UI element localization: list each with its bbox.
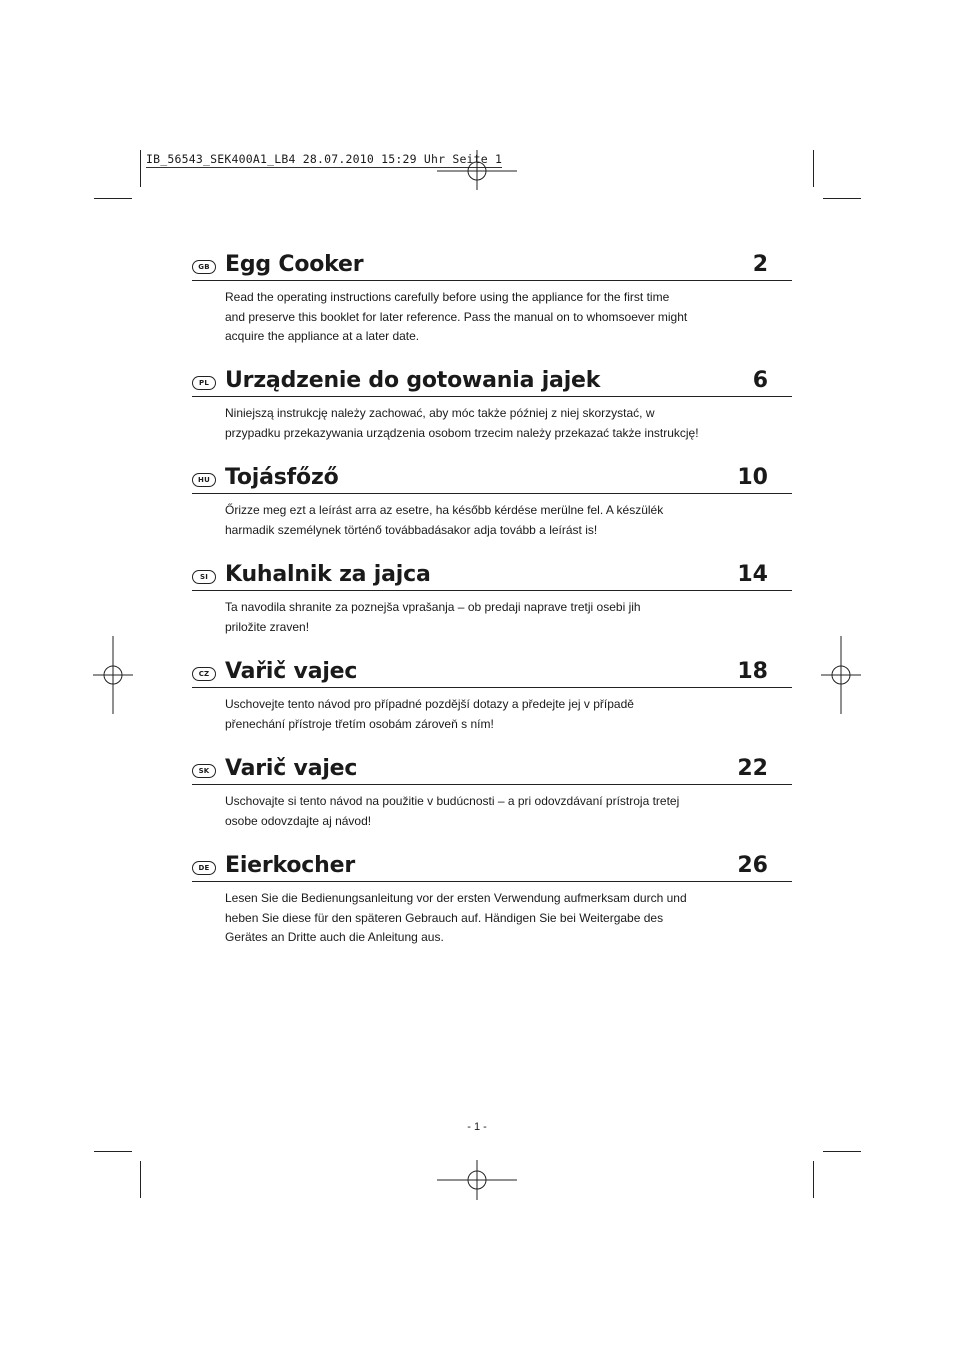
section-heading: [192, 657, 792, 688]
section-page-number: 10: [737, 465, 768, 490]
language-badge: GB: [192, 260, 216, 274]
registration-mark-top: [437, 150, 517, 190]
section-description: [225, 695, 725, 734]
description-line: Uschovajte si tento návod na použitie v budúcnosti – a pri odovzdávaní prístroja tretej: [225, 794, 680, 808]
section-description: [225, 288, 725, 347]
section-description: [225, 404, 745, 443]
section-description: [225, 501, 725, 540]
section-title: Kuhalnik za jajca: [225, 562, 431, 587]
language-badge: CZ: [192, 667, 216, 681]
description-line: Gerätes an Dritte auch die Anleitung aus.: [225, 930, 444, 944]
crop-mark-tr-h: [823, 198, 861, 199]
language-badge: HU: [192, 473, 216, 487]
description-line: Ta navodila shranite za poznejša vprašanja – ob predaji naprave tretji osebi jih: [225, 600, 641, 614]
page-number: - 1 -: [467, 1121, 487, 1133]
section-heading: [192, 463, 792, 494]
section-heading: [192, 366, 792, 397]
section-title: Eierkocher: [225, 853, 355, 878]
section-de: [192, 851, 792, 948]
section-title: Vařič vajec: [225, 659, 358, 684]
section-title: Varič vajec: [225, 756, 358, 781]
language-badge: PL: [192, 376, 216, 390]
registration-mark-left: [93, 636, 133, 714]
section-title: Egg Cooker: [225, 252, 364, 277]
section-page-number: 26: [737, 853, 768, 878]
section-page-number: 18: [737, 659, 768, 684]
section-cz: [192, 657, 792, 734]
section-description: [225, 792, 725, 831]
description-line: Lesen Sie die Bedienungsanleitung vor der ersten Verwendung aufmerksam durch und: [225, 891, 687, 905]
section-page-number: 6: [752, 368, 768, 393]
language-badge: DE: [192, 861, 216, 875]
registration-mark-right: [821, 636, 861, 714]
section-heading: [192, 754, 792, 785]
section-page-number: 14: [737, 562, 768, 587]
section-heading: [192, 250, 792, 281]
description-line: Őrizze meg ezt a leírást arra az esetre, ha később kérdése merülne fel. A készülék: [225, 503, 664, 517]
description-line: acquire the appliance at a later date.: [225, 329, 420, 343]
section-gb: [192, 250, 792, 347]
section-sk: [192, 754, 792, 831]
section-description: [225, 889, 725, 948]
section-heading: [192, 560, 792, 591]
crop-mark-tl-h: [94, 198, 132, 199]
description-line: Uschovejte tento návod pro případné pozdější dotazy a předejte jej v případě: [225, 697, 634, 711]
section-page-number: 2: [752, 252, 768, 277]
section-pl: [192, 366, 792, 443]
print-header: IB_56543_SEK400A1_LB4 28.07.2010 15:29 Uhr Seite 1: [146, 152, 503, 166]
section-description: [225, 598, 725, 637]
crop-mark-bl-h: [94, 1151, 132, 1152]
crop-mark-br-h: [823, 1151, 861, 1152]
language-badge: SI: [192, 570, 216, 584]
section-hu: [192, 463, 792, 540]
language-badge: SK: [192, 764, 216, 778]
crop-mark-br-v: [813, 1161, 814, 1198]
description-line: přenechání přístroje třetím osobám zároveň s ním!: [225, 716, 494, 731]
crop-mark-tr-v: [813, 150, 814, 187]
description-line: przypadku przekazywania urządzenia osobom trzecim należy przekazać także instrukcję!: [225, 425, 699, 440]
crop-mark-tl-v: [140, 150, 141, 187]
description-line: Niniejszą instrukcję należy zachować, aby móc także później z niej skorzystać, w: [225, 406, 655, 420]
description-line: osobe odovzdajte aj návod!: [225, 813, 372, 828]
crop-mark-bl-v: [140, 1161, 141, 1198]
section-title: Urządzenie do gotowania jajek: [225, 368, 601, 393]
description-line: heben Sie diese für den späteren Gebrauch auf. Händigen Sie bei Weitergabe des: [225, 910, 664, 925]
section-page-number: 22: [737, 756, 768, 781]
description-line: Read the operating instructions carefully before using the appliance for the first time: [225, 290, 670, 304]
description-line: and preserve this booklet for later reference. Pass the manual on to whomsoever might: [225, 309, 688, 324]
section-heading: [192, 851, 792, 882]
section-si: [192, 560, 792, 637]
description-line: priložite zraven!: [225, 619, 310, 634]
registration-mark-bottom: [437, 1160, 517, 1200]
description-line: harmadik személynek történő továbbadásakor adja tovább a leírást is!: [225, 522, 598, 537]
section-title: Tojásfőző: [225, 465, 339, 490]
